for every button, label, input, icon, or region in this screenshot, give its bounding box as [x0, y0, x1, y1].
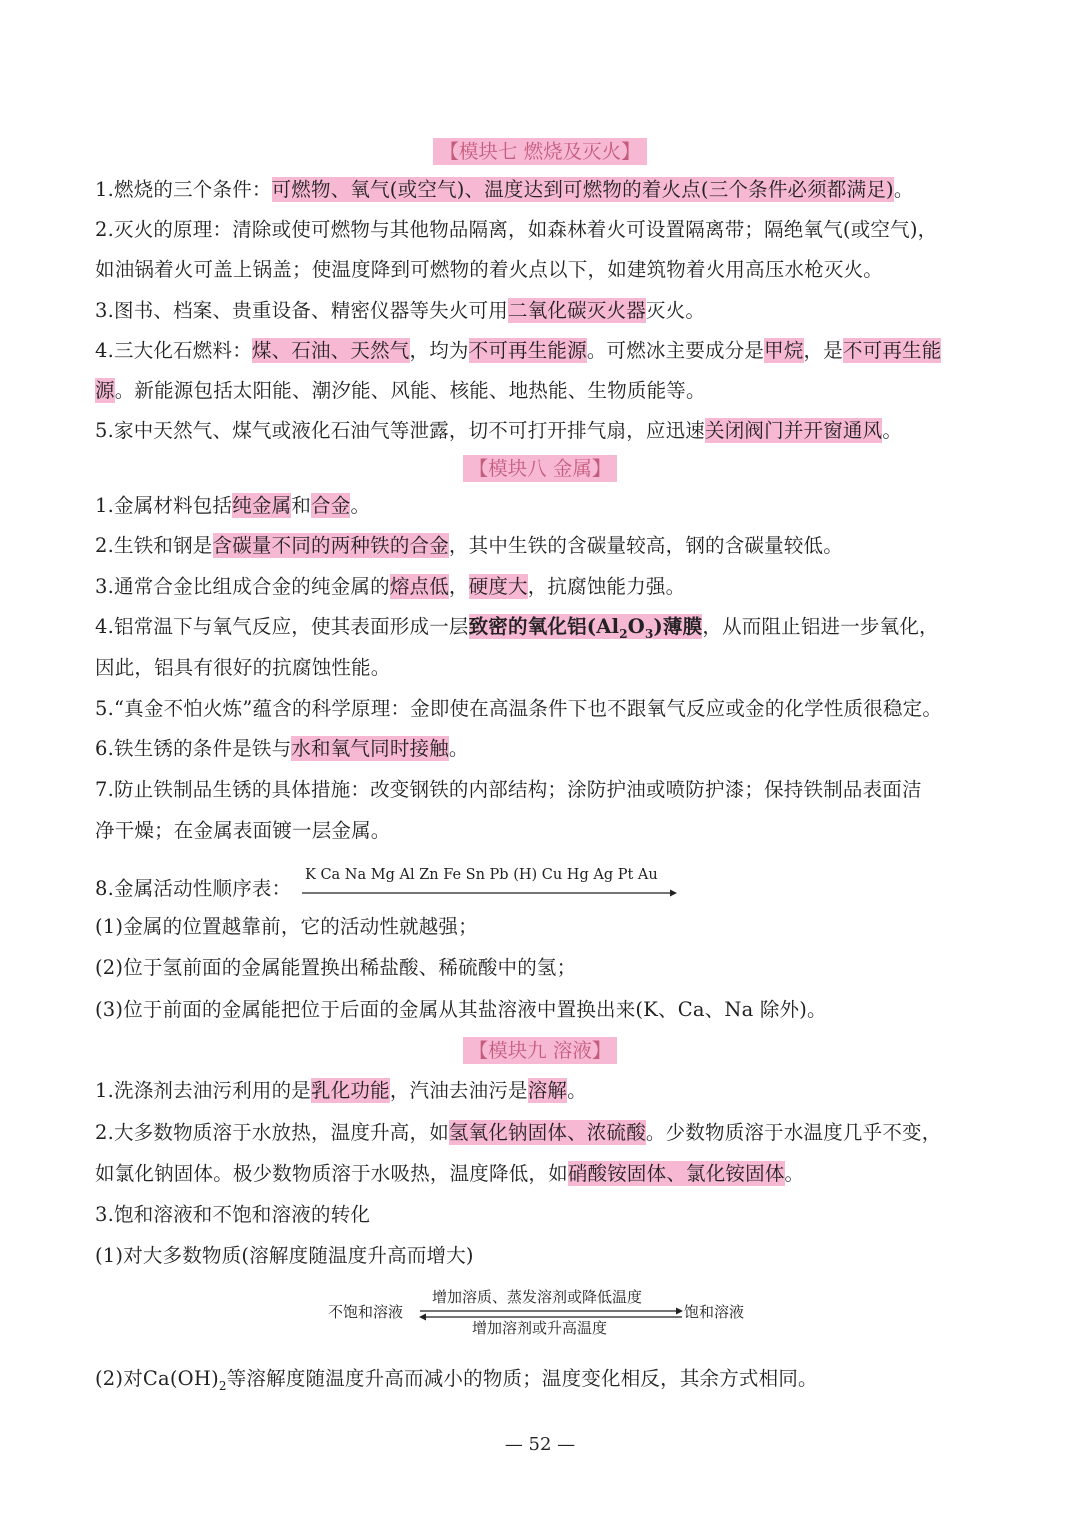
page-number: — 52 —	[504, 1434, 576, 1455]
m9-item2-text-b: 。少数物质溶于水温度几乎不变，	[645, 1121, 942, 1144]
m8-item3-end: ，抗腐蚀能力强。	[527, 575, 686, 598]
m8-item8-label: 8.金属活动性顺序表：	[95, 877, 292, 900]
m7-item4-text-c: 。可燃冰主要成分是	[586, 339, 765, 362]
diagram-arrows	[418, 1306, 684, 1322]
module8-heading-text: 【模块八 金属】	[463, 455, 618, 482]
m9-item1-text-b: ，汽油去油污是	[389, 1079, 528, 1102]
m9-item3-sub2	[95, 1365, 995, 1400]
m7-item4-text-b: ，均为	[409, 339, 469, 362]
m7-item3-end: 灭火。	[645, 299, 706, 322]
m8-item4-hl-b: O	[627, 615, 645, 638]
m8-item5-text: 5.“真金不怕火炼”蕴含的科学原理：金即使在高温条件下也不跟氧气反应或金的化学性质很稳定。	[95, 697, 943, 720]
diagram-left-label: 不饱和溶液	[328, 1303, 404, 1321]
m8-rule1	[95, 913, 995, 941]
m8-item3	[95, 573, 995, 601]
m9-item3-sub1	[95, 1242, 995, 1270]
m9-item3-sub2-subscript: 2	[218, 1378, 227, 1393]
module9-heading	[0, 1037, 1080, 1065]
m9-item3-sub2-text-a: (2)对Ca(OH)	[95, 1367, 219, 1390]
m8-item6-highlight: 水和氧气同时接触	[291, 737, 449, 760]
m8-item4-text2: 因此，铝具有很好的抗腐蚀性能。	[95, 656, 391, 679]
module7-heading-text: 【模块七 燃烧及灭火】	[433, 138, 646, 165]
m7-item4-line2	[95, 377, 995, 405]
m8-item2-highlight: 含碳量不同的两种铁的合金	[212, 534, 449, 557]
m7-item3-text: 3.图书、档案、贵重设备、精密仪器等失火可用	[95, 299, 509, 322]
m9-item2-highlight2: 硝酸铵固体、氯化铵固体	[567, 1162, 785, 1185]
m8-item7-text2: 净干燥；在金属表面镀一层金属。	[95, 819, 391, 842]
m7-item5	[95, 417, 995, 445]
diagram-right-label: 饱和溶液	[684, 1303, 745, 1321]
m8-item3-highlight2: 硬度大	[468, 575, 528, 598]
m7-item4-text-e: 。新能源包括太阳能、潮汐能、风能、核能、地热能、生物质能等。	[114, 379, 706, 402]
m7-item3	[95, 297, 995, 325]
m7-item4-highlight3: 甲烷	[764, 339, 804, 362]
m7-item1-highlight: 可燃物、氧气(或空气)、温度达到可燃物的着火点(三个条件必须都满足)	[271, 178, 894, 201]
module7-heading	[0, 138, 1080, 166]
m7-item4-highlight5: 源	[95, 379, 115, 402]
m8-item4-line2	[95, 654, 995, 682]
m8-item4-end: ，从而阻止铝进一步氧化，	[702, 615, 939, 638]
m8-item3-highlight1: 熔点低	[389, 575, 449, 598]
diagram-bottom-label: 增加溶剂或升高温度	[472, 1319, 608, 1337]
m7-item4-highlight4: 不可再生能	[842, 339, 942, 362]
m8-item7-text1: 7.防止铁制品生锈的具体措施：改变钢铁的内部结构；涂防护油或喷防护漆；保持铁制品表面洁	[95, 778, 922, 801]
m9-item1	[95, 1077, 995, 1105]
activity-series-arrow	[300, 888, 678, 898]
m8-item2-end: ，其中生铁的含碳量较高，钢的含碳量较低。	[448, 534, 843, 557]
m7-item2-text2: 如油锅着火可盖上锅盖；使温度降到可燃物的着火点以下，如建筑物着火用高压水枪灭火。	[95, 258, 884, 281]
m8-item1-end: 。	[350, 494, 371, 517]
m8-rule3	[95, 996, 995, 1024]
m8-item2	[95, 532, 995, 560]
m7-item5-end: 。	[882, 419, 903, 442]
m8-item2-text: 2.生铁和钢是	[95, 534, 213, 557]
m7-item4-highlight1: 煤、石油、天然气	[251, 339, 410, 362]
m7-item4-text-d: ，是	[803, 339, 843, 362]
activity-series: K Ca Na Mg Al Zn Fe Sn Pb (H) Cu Hg Ag Pt Au	[305, 867, 658, 883]
m8-item1-text: 1.金属材料包括	[95, 494, 233, 517]
m8-item5	[95, 695, 995, 723]
m8-item3-text-b: ，	[448, 575, 469, 598]
m7-item2-line2	[95, 256, 995, 284]
m7-item4-highlight2: 不可再生能源	[468, 339, 587, 362]
m8-item6-end: 。	[448, 737, 469, 760]
m8-item4-sub2: 3	[644, 626, 654, 641]
m9-item3-text: 3.饱和溶液和不饱和溶液的转化	[95, 1203, 371, 1226]
m8-item3-text: 3.通常合金比组成合金的纯金属的	[95, 575, 390, 598]
m9-item1-highlight1: 乳化功能	[311, 1079, 390, 1102]
m8-rule3-text: (3)位于前面的金属能把位于后面的金属从其盐溶液中置换出来(K、Ca、Na 除外)。	[95, 998, 827, 1021]
m7-item3-highlight: 二氧化碳灭火器	[508, 299, 646, 322]
m9-item2-end: 。	[784, 1162, 805, 1185]
m9-item2-highlight1: 氢氧化钠固体、浓硫酸	[448, 1121, 646, 1144]
m7-item4-line1	[95, 337, 995, 365]
m8-item4-hl-a: 致密的氧化铝(Al	[468, 615, 620, 638]
m9-item1-end: 。	[567, 1079, 587, 1102]
module8-heading	[0, 455, 1080, 483]
m9-item2-line1	[95, 1119, 995, 1147]
m8-item1	[95, 492, 995, 520]
m8-item7-line2	[95, 817, 995, 845]
m7-item2-line1	[95, 216, 995, 244]
m7-item2-text1: 2.灭火的原理：清除或使可燃物与其他物品隔离，如森林着火可设置隔离带；隔绝氧气(或空气)，	[95, 218, 938, 241]
m8-item4-highlight	[469, 614, 703, 639]
m9-item1-highlight2: 溶解	[527, 1079, 568, 1102]
m7-item1	[95, 176, 995, 204]
m9-item3-sub1-text: (1)对大多数物质(溶解度随温度升高而增大)	[95, 1244, 474, 1267]
m7-item1-text: 1.燃烧的三个条件：	[95, 178, 272, 201]
m8-rule2-text: (2)位于氢前面的金属能置换出稀盐酸、稀硫酸中的氢；	[95, 956, 577, 979]
m9-item3	[95, 1201, 995, 1229]
m8-item4-line1	[95, 613, 995, 648]
module9-heading-text: 【模块九 溶液】	[463, 1037, 618, 1064]
m8-item1-text-b: 和	[291, 494, 312, 517]
m9-item2-text2: 如氯化钠固体。极少数物质溶于水吸热，温度降低，如	[95, 1162, 568, 1185]
m7-item5-highlight: 关闭阀门并开窗通风	[705, 419, 883, 442]
m8-item4-text: 4.铝常温下与氧气反应，使其表面形成一层	[95, 615, 469, 638]
m7-item4-text-a: 4.三大化石燃料：	[95, 339, 252, 362]
m8-item6	[95, 735, 995, 763]
m8-item1-highlight2: 合金	[311, 494, 351, 517]
m8-rule1-text: (1)金属的位置越靠前，它的活动性就越强；	[95, 915, 478, 938]
m9-item2-text: 2.大多数物质溶于水放热，温度升高，如	[95, 1121, 449, 1144]
m8-item6-text: 6.铁生锈的条件是铁与	[95, 737, 292, 760]
m8-item4-sub1: 2	[619, 626, 628, 641]
saturation-diagram	[318, 1286, 758, 1344]
m8-item1-highlight1: 纯金属	[232, 494, 292, 517]
m9-item2-line2	[95, 1160, 995, 1188]
m8-item4-hl-c: )薄膜	[653, 615, 703, 638]
m9-item1-text: 1.洗涤剂去油污利用的是	[95, 1079, 312, 1102]
diagram-top-label: 增加溶质、蒸发溶剂或降低温度	[432, 1288, 643, 1306]
m9-item3-sub2-text-b: 等溶解度随温度升高而减小的物质；温度变化相反，其余方式相同。	[226, 1367, 818, 1390]
m8-rule2	[95, 954, 995, 982]
m8-item7-line1	[95, 776, 995, 804]
m7-item5-text: 5.家中天然气、煤气或液化石油气等泄露，切不可打开排气扇，应迅速	[95, 419, 706, 442]
m7-item1-end: 。	[893, 178, 914, 201]
